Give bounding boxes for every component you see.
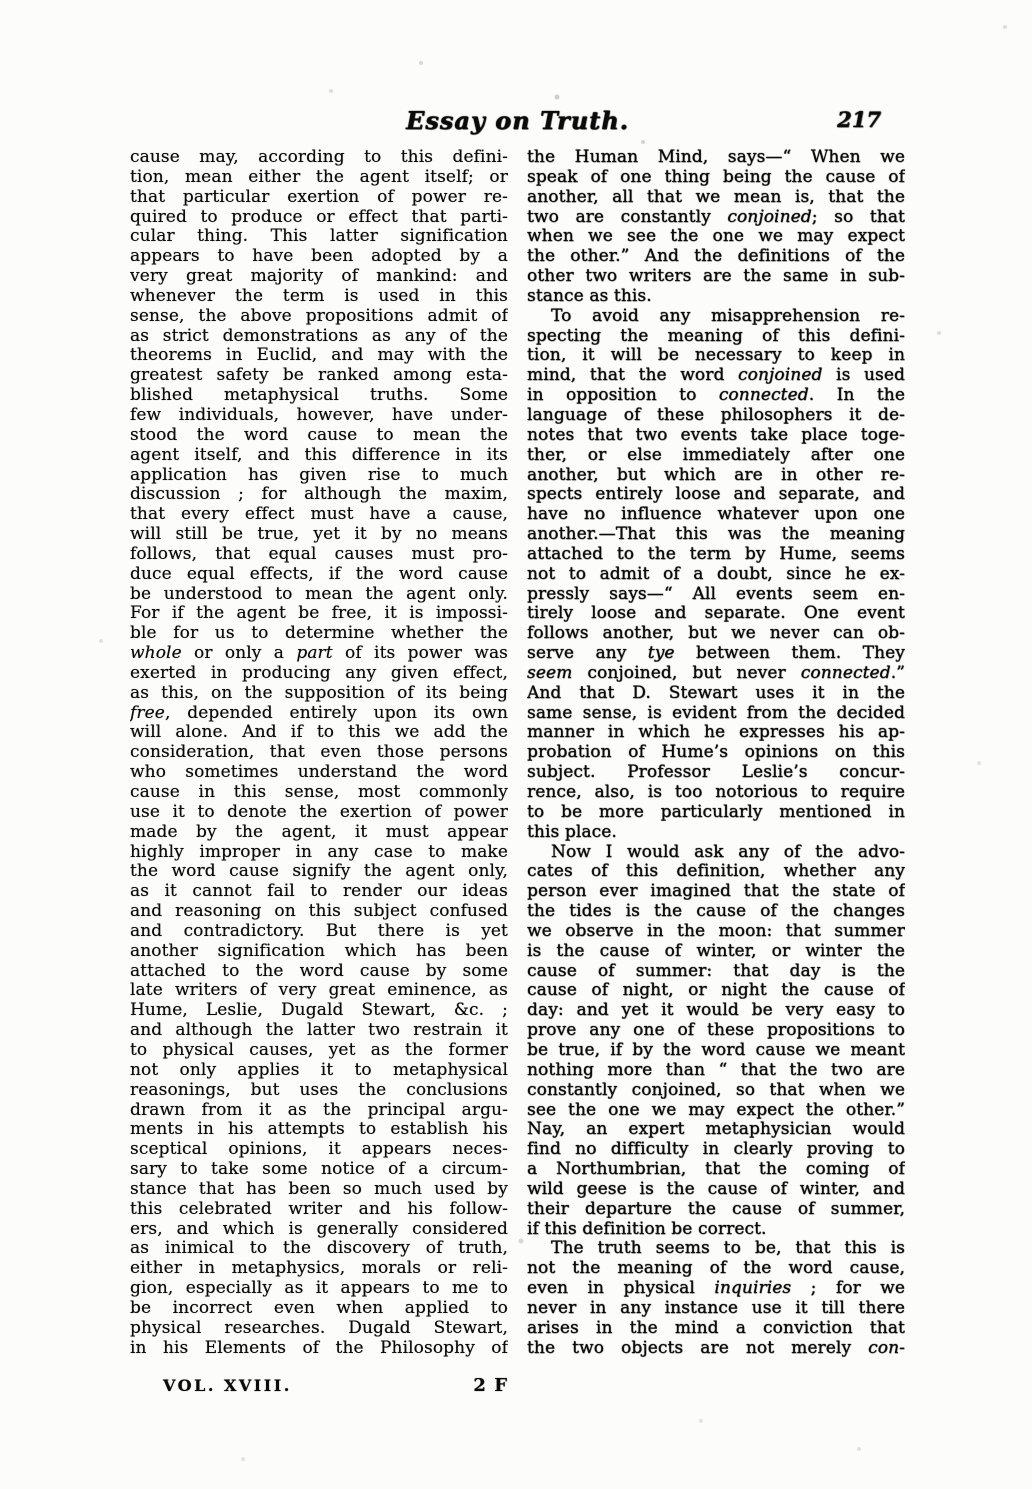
- text-line: speak of one thing being the cause of: [527, 167, 905, 187]
- text-line: in his Elements of the Philosophy of: [130, 1338, 508, 1358]
- text-line: pressly says—“ All events seem en-: [527, 584, 905, 604]
- text-line: prove any one of these propositions to: [527, 1021, 905, 1041]
- text-line: have no influence whatever upon one: [527, 505, 905, 525]
- text-line: physical researches. Dugald Stewart,: [130, 1318, 508, 1338]
- text-line: follows another, but we never can ob-: [527, 624, 905, 644]
- text-line: specting the meaning of this defini-: [527, 326, 905, 346]
- text-line: ther, or else immediately after one: [527, 445, 905, 465]
- text-line: Now I would ask any of the advo-: [551, 842, 905, 862]
- text-line: quired to produce or effect that parti-: [130, 207, 508, 227]
- text-line: the tides is the cause of the changes: [527, 902, 905, 922]
- text-line: To avoid any misapprehension re-: [551, 306, 905, 326]
- text-line: not to admit of a doubt, since he ex-: [527, 564, 905, 584]
- text-line: cause of night, or night the cause of: [527, 981, 905, 1001]
- text-line: free, depended entirely upon its own: [130, 703, 508, 723]
- text-line: discussion ; for although the maxim,: [130, 485, 508, 505]
- text-line: who sometimes understand the word: [130, 763, 508, 783]
- text-line: as this, on the supposition of its being: [130, 683, 508, 703]
- text-line: day: and yet it would be very easy to: [527, 1001, 905, 1021]
- text-line: mind, that the word conjoined is used: [527, 366, 905, 386]
- text-line: either in metaphysics, morals or reli-: [130, 1259, 508, 1279]
- text-line: and contradictory. But there is yet: [130, 921, 508, 941]
- text-line: ments in his attempts to establish his: [130, 1120, 508, 1140]
- column-right: [527, 148, 905, 1358]
- text-line: never in any instance use it till there: [527, 1298, 905, 1318]
- text-line: see the one we may expect the other.”: [527, 1100, 905, 1120]
- text-line: other two writers are the same in sub-: [527, 267, 905, 287]
- text-line: very great majority of mankind: and: [130, 267, 508, 287]
- text-line: two are constantly conjoined; so that: [527, 207, 905, 227]
- text-line: drawn from it as the principal argu-: [130, 1100, 508, 1120]
- text-line: tirely loose and separate. One event: [527, 604, 905, 624]
- text-line: to physical causes, yet as the former: [130, 1040, 508, 1060]
- text-line: as it cannot fail to render our ideas: [130, 882, 508, 902]
- text-line: another signification which has been: [130, 941, 508, 961]
- text-line: will alone. And if to this we add the: [130, 723, 508, 743]
- text-line: and although the latter two restrain it: [130, 1021, 508, 1041]
- text-line: agent itself, and this difference in its: [130, 445, 508, 465]
- text-line: whole or only a part of its power was: [130, 644, 508, 664]
- text-line: constantly conjoined, so that when we: [527, 1080, 905, 1100]
- text-line: follows, that equal causes must pro-: [130, 544, 508, 564]
- running-head: [130, 104, 905, 140]
- text-line: notes that two events take place toge-: [527, 425, 905, 445]
- text-line: that every effect must have a cause,: [130, 505, 508, 525]
- text-line: attached to the term by Hume, seems: [527, 544, 905, 564]
- text-line: not only applies it to metaphysical: [130, 1060, 508, 1080]
- text-line: seem conjoined, but never connected.”: [527, 663, 905, 683]
- text-line: nothing more than “ that the two are: [527, 1060, 905, 1080]
- text-line: wild geese is the cause of winter, and: [527, 1179, 905, 1199]
- text-line: stood the word cause to mean the: [130, 425, 508, 445]
- text-line: another, but which are in other re-: [527, 465, 905, 485]
- text-line: tion, it will be necessary to keep in: [527, 346, 905, 366]
- text-line: exerted in producing any given effect,: [130, 663, 508, 683]
- text-line: their departure the cause of summer,: [527, 1199, 905, 1219]
- text-line: the two objects are not merely con-: [527, 1338, 905, 1358]
- text-line: reasonings, but uses the conclusions: [130, 1080, 508, 1100]
- text-line: as strict demonstrations as any of the: [130, 326, 508, 346]
- text-line: sense, the above propositions admit of: [130, 306, 508, 326]
- text-line: even in physical inquiries ; for we: [527, 1279, 905, 1299]
- text-line: this place.: [527, 822, 617, 842]
- text-line: cular thing. This latter signification: [130, 227, 508, 247]
- text-line: not the meaning of the word cause,: [527, 1259, 905, 1279]
- column-left: [130, 148, 508, 1358]
- text-line: that particular exertion of power re-: [130, 187, 508, 207]
- text-line: And that D. Stewart uses it in the: [527, 683, 905, 703]
- page-title: Essay on Truth.: [405, 106, 630, 135]
- text-line: cates of this definition, whether any: [527, 862, 905, 882]
- text-line: the other.” And the definitions of the: [527, 247, 905, 267]
- text-line: gion, especially as it appears to me to: [130, 1279, 508, 1299]
- page-footer: [130, 1375, 508, 1396]
- text-line: the word cause signify the agent only,: [130, 862, 508, 882]
- text-line: subject. Professor Leslie’s concur-: [527, 763, 905, 783]
- text-line: will still be true, yet it by no means: [130, 525, 508, 545]
- text-line: highly improper in any case to make: [130, 842, 508, 862]
- page-number: 217: [837, 107, 881, 132]
- text-line: be understood to mean the agent only.: [130, 584, 508, 604]
- text-line: a Northumbrian, that the coming of: [527, 1160, 905, 1180]
- text-line: is the cause of winter, or winter the: [527, 941, 905, 961]
- text-line: few individuals, however, have under-: [130, 405, 508, 425]
- text-line: this celebrated writer and his follow-: [130, 1199, 508, 1219]
- text-line: consideration, that even those persons: [130, 743, 508, 763]
- text-line: when we see the one we may expect: [527, 227, 905, 247]
- text-line: another.—That this was the meaning: [527, 525, 905, 545]
- text-line: cause in this sense, most commonly: [130, 783, 508, 802]
- text-line: The truth seems to be, that this is: [551, 1239, 905, 1259]
- text-line: ers, and which is generally considered: [130, 1219, 508, 1239]
- text-line: serve any tye between them. They: [527, 644, 905, 664]
- text-line: For if the agent be free, it is impossi-: [130, 604, 508, 624]
- text-line: person ever imagined that the state of: [527, 882, 905, 902]
- text-line: appears to have been adopted by a: [130, 247, 508, 267]
- text-line: ble for us to determine whether the: [130, 624, 508, 644]
- text-line: stance as this.: [527, 286, 652, 306]
- text-line: application has given rise to much: [130, 465, 508, 485]
- text-line: made by the agent, it must appear: [130, 822, 508, 842]
- text-line: cause of summer: that day is the: [527, 961, 905, 981]
- text-line: cause may, according to this defini-: [130, 148, 508, 167]
- text-line: tion, mean either the agent itself; or: [130, 167, 508, 187]
- text-line: spects entirely loose and separate, and: [527, 485, 905, 505]
- text-line: Hume, Leslie, Dugald Stewart, &c. ;: [130, 1001, 508, 1021]
- volume-label: VOL. XVIII.: [163, 1376, 292, 1395]
- text-line: and reasoning on this subject confused: [130, 902, 508, 922]
- text-line: another, all that we mean is, that the: [527, 187, 905, 207]
- text-line: to be more particularly mentioned in: [527, 802, 905, 822]
- text-line: be true, if by the word cause we meant: [527, 1040, 905, 1060]
- text-line: greatest safety be ranked among esta-: [130, 366, 508, 386]
- text-line: late writers of very great eminence, as: [130, 981, 508, 1001]
- text-line: Nay, an expert metaphysician would: [527, 1120, 905, 1140]
- text-line: duce equal effects, if the word cause: [130, 564, 508, 584]
- text-line: theorems in Euclid, and may with the: [130, 346, 508, 366]
- text-line: the Human Mind, says—“ When we: [527, 148, 905, 167]
- text-line: whenever the term is used in this: [130, 286, 508, 306]
- text-line: arises in the mind a conviction that: [527, 1318, 905, 1338]
- text-line: stance that has been so much used by: [130, 1179, 508, 1199]
- text-line: sceptical opinions, it appears neces-: [130, 1140, 508, 1160]
- text-line: be incorrect even when applied to: [130, 1298, 508, 1318]
- text-line: as inimical to the discovery of truth,: [130, 1239, 508, 1259]
- text-columns: [130, 148, 905, 1358]
- text-line: attached to the word cause by some: [130, 961, 508, 981]
- text-line: blished metaphysical truths. Some: [130, 386, 508, 406]
- text-line: we observe in the moon: that summer: [527, 921, 905, 941]
- text-line: probation of Hume’s opinions on this: [527, 743, 905, 763]
- text-line: use it to denote the exertion of power: [130, 802, 508, 822]
- text-line: if this definition be correct.: [527, 1219, 767, 1239]
- text-line: language of these philosophers it de-: [527, 405, 905, 425]
- text-line: in opposition to connected. In the: [527, 386, 905, 406]
- text-line: same sense, is evident from the decided: [527, 703, 905, 723]
- text-line: find no difficulty in clearly proving to: [527, 1140, 905, 1160]
- text-line: manner in which he expresses his ap-: [527, 723, 905, 743]
- text-line: rence, also, is too notorious to require: [527, 783, 905, 802]
- text-line: sary to take some notice of a circum-: [130, 1160, 508, 1180]
- signature-mark: 2 F: [473, 1375, 508, 1396]
